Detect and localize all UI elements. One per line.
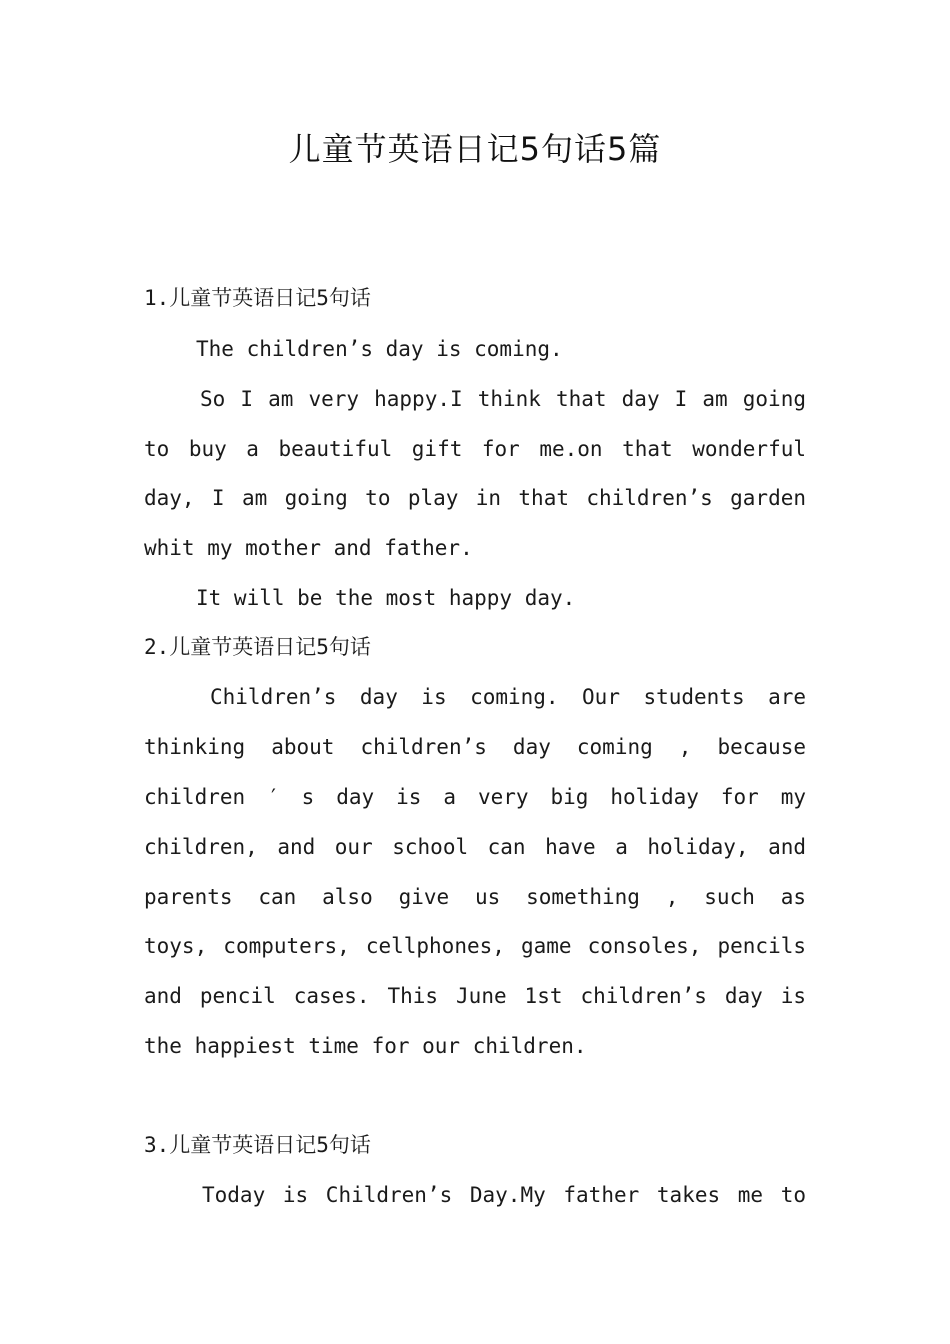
paragraph-line: toys, computers, cellphones, game consoles, pencils: [144, 934, 806, 958]
paragraph-line: Today is Children’s Day.My father takes me to: [202, 1183, 806, 1207]
paragraph-line: So I am very happy.I think that day I am going: [200, 387, 806, 411]
paragraph-line: parents can also give us something , such as: [144, 885, 806, 909]
paragraph-line: whit my mother and father.: [144, 536, 473, 560]
section-heading-2: 2.儿童节英语日记5句话: [144, 635, 371, 659]
paragraph-line: thinking about children’s day coming , because: [144, 735, 806, 759]
section-heading-1: 1.儿童节英语日记5句话: [144, 286, 371, 310]
paragraph-line: It will be the most happy day.: [196, 586, 576, 610]
document-title: 儿童节英语日记5句话5篇: [288, 130, 662, 168]
paragraph-line: and pencil cases. This June 1st children’s day is: [144, 984, 806, 1008]
paragraph-line: children ′ s day is a very big holiday for my: [144, 785, 806, 809]
paragraph-line: Children’s day is coming. Our students are: [210, 685, 806, 709]
paragraph-line: children, and our school can have a holiday, and: [144, 835, 806, 859]
paragraph-line: day, I am going to play in that children’s garden: [144, 486, 806, 510]
paragraph-line: the happiest time for our children.: [144, 1034, 587, 1058]
paragraph-line: to buy a beautiful gift for me.on that wonderful: [144, 437, 806, 461]
paragraph-line: The children’s day is coming.: [196, 337, 563, 361]
section-heading-3: 3.儿童节英语日记5句话: [144, 1133, 371, 1157]
